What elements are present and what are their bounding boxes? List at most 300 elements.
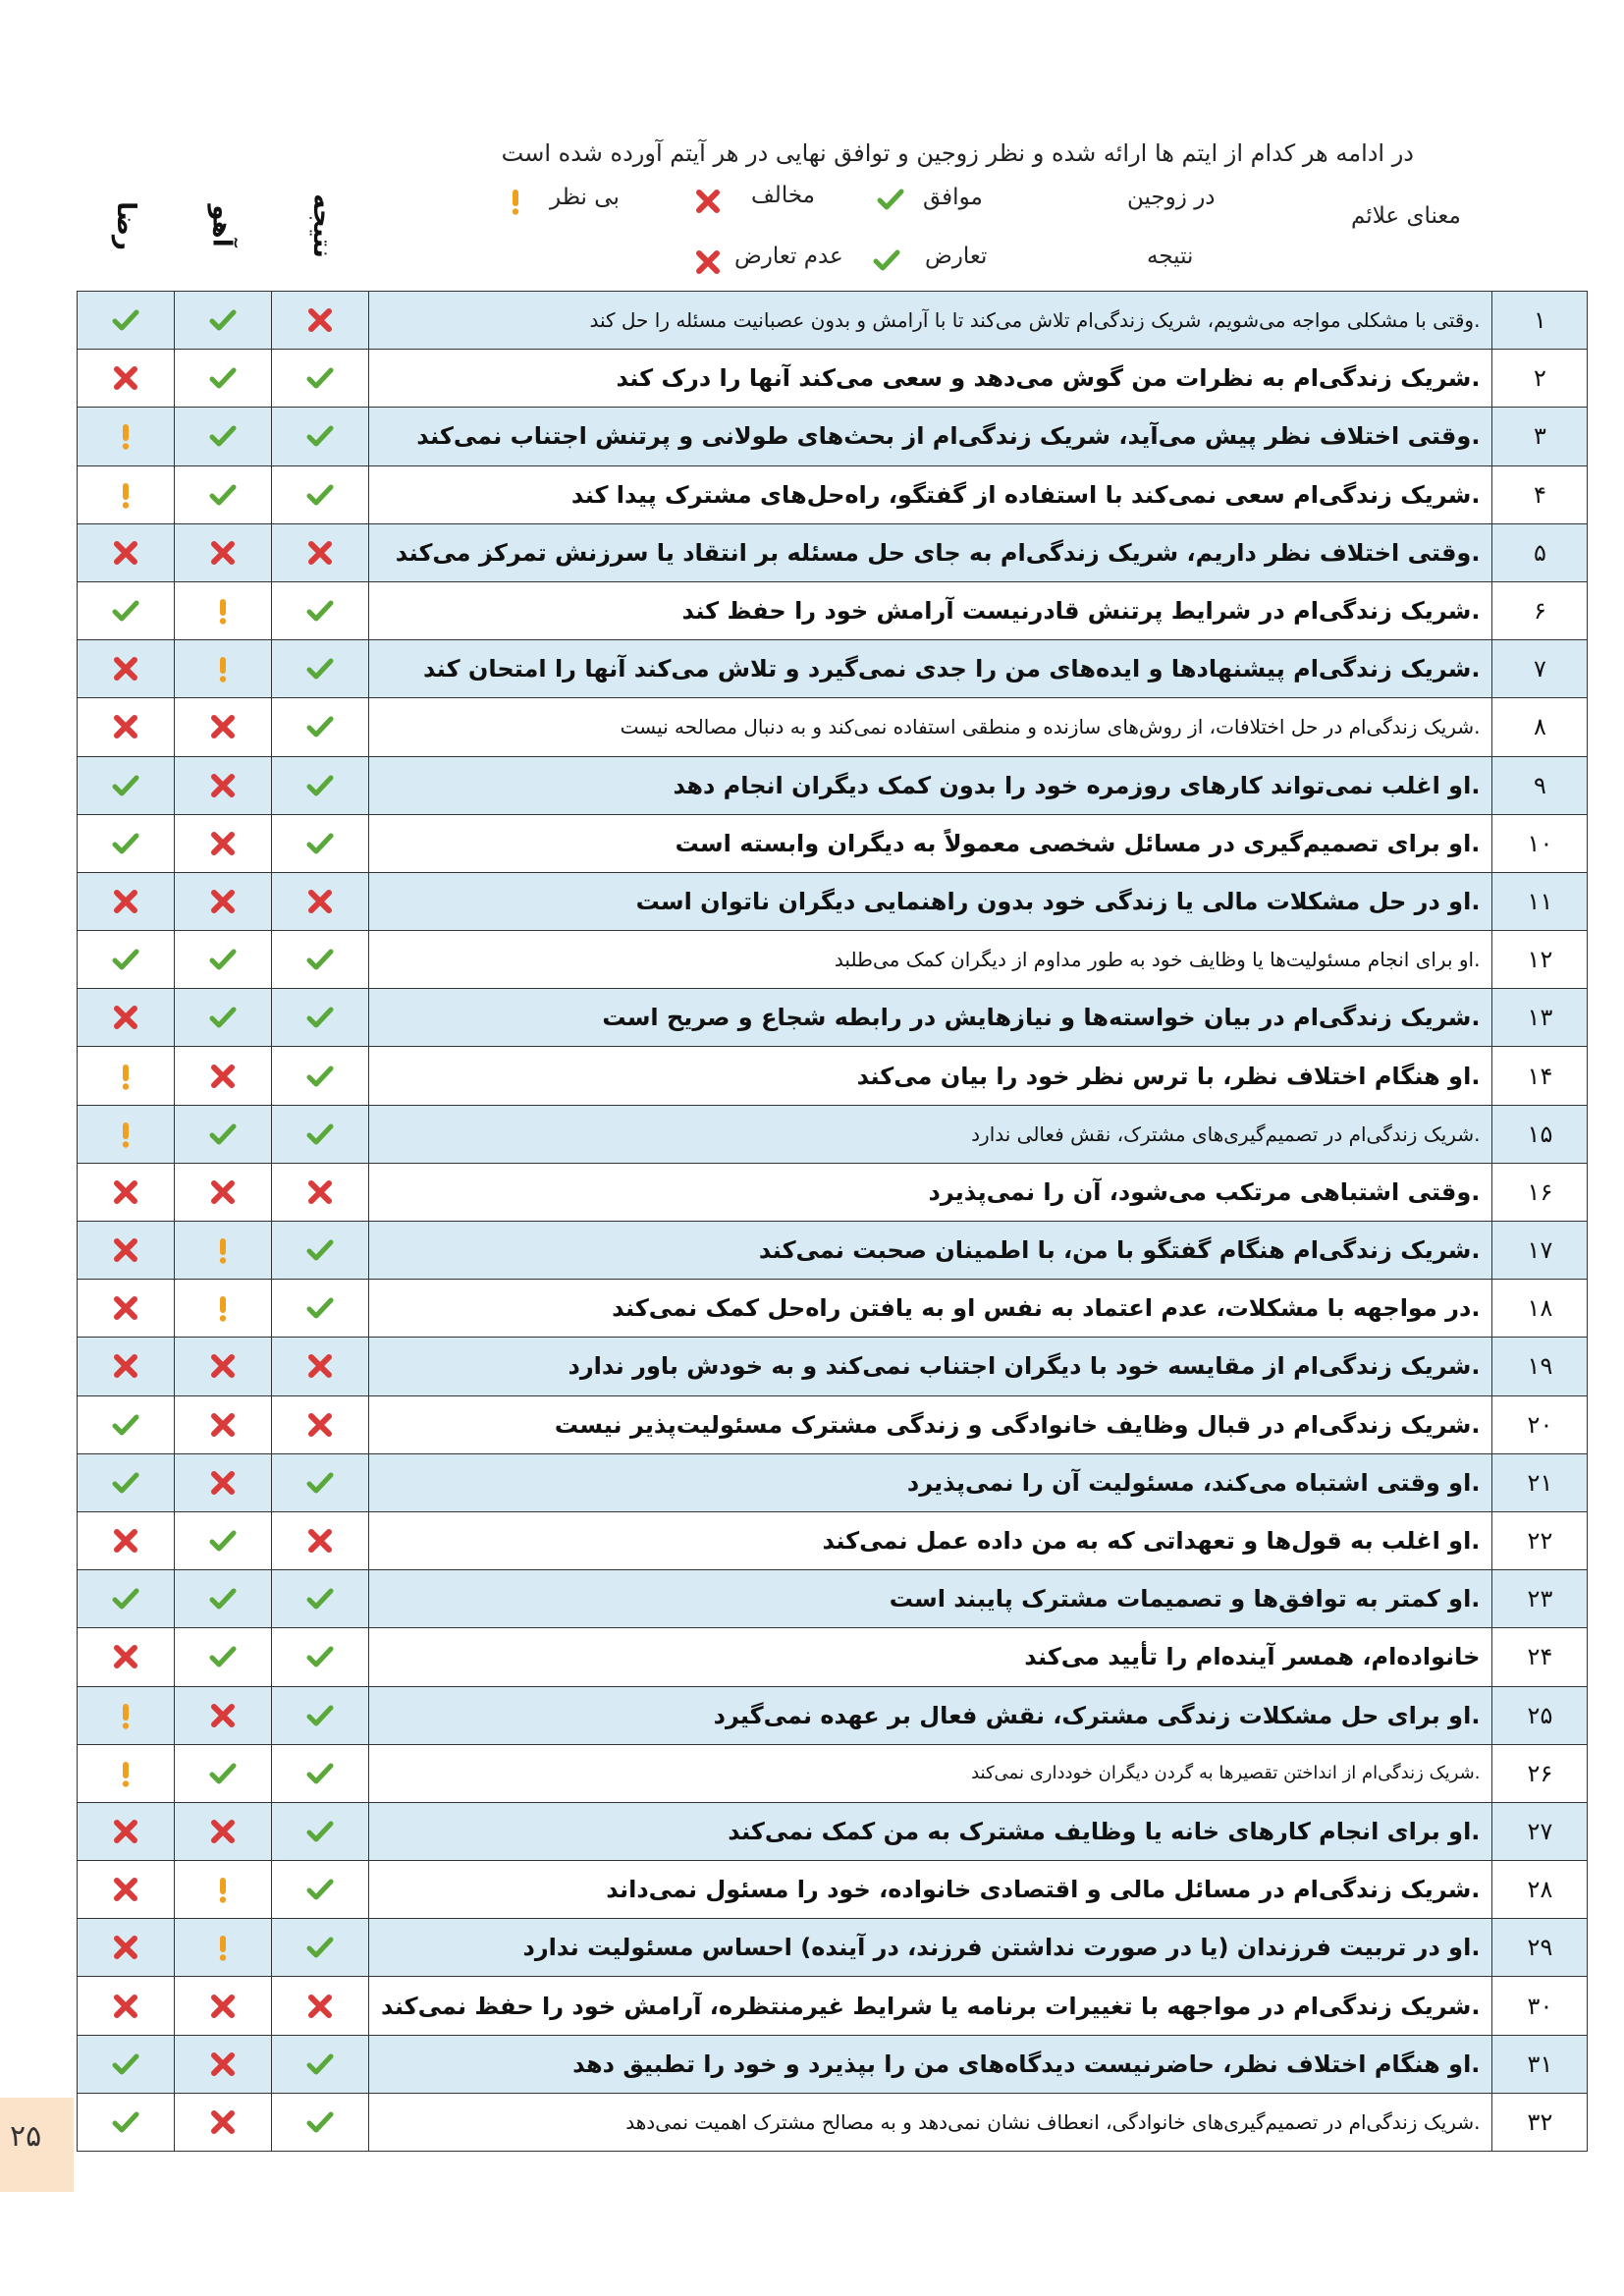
exclamation-icon xyxy=(208,1240,238,1259)
person2-cell xyxy=(175,1163,272,1221)
person1-cell xyxy=(78,1628,175,1686)
person1-cell xyxy=(78,292,175,350)
question-text: .او برای انجام مسئولیت‌ها یا وظایف خود به طور مداوم از دیگران کمک می‌طلبد xyxy=(369,931,1492,989)
page-number: ۲۵ xyxy=(10,2119,42,2154)
exclamation-icon xyxy=(208,659,238,678)
question-text: .شریک زندگی‌ام در تصمیم‌گیری‌های مشترک، نقش فعالی ندارد xyxy=(369,1105,1492,1163)
question-text: .شریک زندگی‌ام در حل اختلافات، از روش‌های سازنده و منطقی استفاده نمی‌کند و به دنبال مصالحه نیست xyxy=(369,698,1492,756)
question-text: .او وقتی اشتباه می‌کند، مسئولیت آن را نمی‌پذیرد xyxy=(369,1453,1492,1511)
question-text: .او در حل مشکلات مالی یا زندگی خود بدون راهنمایی دیگران ناتوان است xyxy=(369,872,1492,930)
questionnaire-table xyxy=(77,291,1588,2152)
table-row xyxy=(78,1222,1588,1280)
check-icon xyxy=(305,484,335,503)
column-header-person1: رضا xyxy=(110,201,140,250)
person2-cell xyxy=(175,989,272,1047)
exclamation-icon xyxy=(111,1066,140,1084)
column-header-person2: آهو xyxy=(207,204,237,247)
check-icon xyxy=(208,1647,238,1666)
row-number: ۸ xyxy=(1492,698,1588,756)
person2-cell xyxy=(175,1861,272,1919)
legend-title: معنای علائم xyxy=(1351,203,1461,229)
exclamation-icon xyxy=(111,426,140,445)
result-cell xyxy=(272,1222,369,1280)
person2-cell xyxy=(175,640,272,698)
result-cell xyxy=(272,1977,369,2035)
row-number: ۱۶ xyxy=(1492,1163,1588,1221)
question-text: .او اغلب به قول‌ها و تعهداتی که به من داده عمل نمی‌کند xyxy=(369,1511,1492,1569)
cross-icon xyxy=(208,1995,238,2014)
person1-cell xyxy=(78,1744,175,1802)
table-row xyxy=(78,350,1588,408)
exclamation-icon xyxy=(208,1298,238,1317)
result-cell xyxy=(272,1280,369,1338)
person2-cell xyxy=(175,1977,272,2035)
person1-cell xyxy=(78,1802,175,1860)
table-row xyxy=(78,1686,1588,1744)
person1-cell xyxy=(78,698,175,756)
result-cell xyxy=(272,814,369,872)
table-row xyxy=(78,408,1588,465)
result-cell xyxy=(272,1047,369,1105)
person1-cell xyxy=(78,1570,175,1628)
result-cell xyxy=(272,350,369,408)
check-icon xyxy=(305,1472,335,1491)
person1-cell xyxy=(78,814,175,872)
check-icon xyxy=(111,833,140,851)
legend-no-opinion-icon xyxy=(501,187,530,216)
person2-cell xyxy=(175,756,272,814)
check-icon xyxy=(305,775,335,793)
person2-cell xyxy=(175,1628,272,1686)
person2-cell xyxy=(175,1919,272,1977)
person1-cell xyxy=(78,931,175,989)
person2-cell xyxy=(175,814,272,872)
cross-icon xyxy=(208,833,238,851)
person2-cell xyxy=(175,698,272,756)
row-number: ۲۴ xyxy=(1492,1628,1588,1686)
person1-cell xyxy=(78,581,175,639)
result-cell xyxy=(272,1861,369,1919)
legend-conflict-icon xyxy=(872,246,901,275)
question-text: خانواده‌ام، همسر آینده‌ام را تأیید می‌کند xyxy=(369,1628,1492,1686)
check-icon xyxy=(305,950,335,968)
person1-cell xyxy=(78,640,175,698)
row-number: ۱۹ xyxy=(1492,1338,1588,1395)
row-number: ۴ xyxy=(1492,465,1588,523)
row-number: ۲۶ xyxy=(1492,1744,1588,1802)
table-row xyxy=(78,1163,1588,1221)
question-text: .او برای حل مشکلات زندگی مشترک، نقش فعال بر عهده نمی‌گیرد xyxy=(369,1686,1492,1744)
cross-icon xyxy=(208,1356,238,1375)
row-number: ۱۳ xyxy=(1492,989,1588,1047)
row-number: ۲۸ xyxy=(1492,1861,1588,1919)
person2-cell xyxy=(175,2093,272,2151)
check-icon xyxy=(305,1763,335,1781)
person2-cell xyxy=(175,350,272,408)
check-icon xyxy=(305,659,335,678)
question-text: .او هنگام اختلاف نظر، حاضرنیست دیدگاه‌های من را بپذیرد و خود را تطبیق دهد xyxy=(369,2035,1492,2093)
cross-icon xyxy=(111,1356,140,1375)
question-text: .شریک زندگی‌ام از انداختن تقصیرها به گردن دیگران خودداری نمی‌کند xyxy=(369,1744,1492,1802)
row-number: ۲۰ xyxy=(1492,1395,1588,1453)
table-row xyxy=(78,814,1588,872)
intro-text: در ادامه هر کدام از ایتم ها ارائه شده و نظر زوجین و توافق نهایی در هر آیتم آورده شده است xyxy=(501,139,1414,167)
row-number: ۵ xyxy=(1492,523,1588,581)
question-text: .شریک زندگی‌ام هنگام گفتگو با من، با اطمینان صحبت نمی‌کند xyxy=(369,1222,1492,1280)
cross-icon xyxy=(111,1240,140,1259)
result-cell xyxy=(272,465,369,523)
question-text: .او اغلب نمی‌تواند کارهای روزمره خود را بدون کمک دیگران انجام دهد xyxy=(369,756,1492,814)
row-number: ۳۱ xyxy=(1492,2035,1588,2093)
cross-icon xyxy=(208,1066,238,1084)
table-row xyxy=(78,1453,1588,1511)
cross-icon xyxy=(111,717,140,736)
row-number: ۱۵ xyxy=(1492,1105,1588,1163)
person1-cell xyxy=(78,756,175,814)
result-cell xyxy=(272,1453,369,1511)
cross-icon xyxy=(208,2111,238,2130)
table-row xyxy=(78,1395,1588,1453)
person1-cell xyxy=(78,1977,175,2035)
cross-icon xyxy=(111,368,140,387)
table-row xyxy=(78,523,1588,581)
person1-cell xyxy=(78,2093,175,2151)
check-icon xyxy=(305,426,335,445)
cross-icon xyxy=(111,1298,140,1317)
question-text: .وقتی اشتباهی مرتکب می‌شود، آن را نمی‌پذیرد xyxy=(369,1163,1492,1221)
person1-cell xyxy=(78,2035,175,2093)
result-cell xyxy=(272,1744,369,1802)
person2-cell xyxy=(175,581,272,639)
row-number: ۱۸ xyxy=(1492,1280,1588,1338)
result-cell xyxy=(272,2093,369,2151)
person2-cell xyxy=(175,931,272,989)
check-icon xyxy=(111,1472,140,1491)
check-icon xyxy=(305,1880,335,1898)
check-icon xyxy=(305,1938,335,1956)
cross-icon xyxy=(305,1181,335,1200)
question-text: .او هنگام اختلاف نظر، با ترس نظر خود را بیان می‌کند xyxy=(369,1047,1492,1105)
cross-icon xyxy=(208,1821,238,1839)
check-icon xyxy=(305,2053,335,2072)
person2-cell xyxy=(175,1222,272,1280)
check-icon xyxy=(208,1763,238,1781)
check-icon xyxy=(208,484,238,503)
row-number: ۳۲ xyxy=(1492,2093,1588,2151)
exclamation-icon xyxy=(208,601,238,620)
row-number: ۲۳ xyxy=(1492,1570,1588,1628)
check-icon xyxy=(305,1705,335,1723)
person2-cell xyxy=(175,1511,272,1569)
check-icon xyxy=(111,1414,140,1433)
exclamation-icon xyxy=(208,1938,238,1956)
person1-cell xyxy=(78,523,175,581)
person1-cell xyxy=(78,1511,175,1569)
check-icon xyxy=(208,1531,238,1550)
question-text: .او کمتر به توافق‌ها و تصمیمات مشترک پایبند است xyxy=(369,1570,1492,1628)
check-icon xyxy=(208,310,238,329)
question-text: .وقتی اختلاف نظر داریم، شریک زندگی‌ام به جای حل مسئله بر انتقاد یا سرزنش تمرکز می‌کند xyxy=(369,523,1492,581)
table-row xyxy=(78,581,1588,639)
person2-cell xyxy=(175,1570,272,1628)
cross-icon xyxy=(111,1938,140,1956)
check-icon xyxy=(305,833,335,851)
person1-cell xyxy=(78,1453,175,1511)
check-icon xyxy=(208,950,238,968)
result-cell xyxy=(272,1570,369,1628)
question-text: .شریک زندگی‌ام در بیان خواسته‌ها و نیازهایش در رابطه شجاع و صریح است xyxy=(369,989,1492,1047)
table-row xyxy=(78,640,1588,698)
check-icon xyxy=(111,1589,140,1608)
cross-icon xyxy=(305,1995,335,2014)
legend-result-label: نتیجه xyxy=(1147,244,1194,269)
row-number: ۷ xyxy=(1492,640,1588,698)
cross-icon xyxy=(305,310,335,329)
result-cell xyxy=(272,698,369,756)
row-number: ۳ xyxy=(1492,408,1588,465)
person1-cell xyxy=(78,1686,175,1744)
person2-cell xyxy=(175,2035,272,2093)
person1-cell xyxy=(78,465,175,523)
person2-cell xyxy=(175,1105,272,1163)
question-text: .شریک زندگی‌ام سعی نمی‌کند با استفاده از گفتگو، راه‌حل‌های مشترک پیدا کند xyxy=(369,465,1492,523)
result-cell xyxy=(272,931,369,989)
legend-no-conflict-icon xyxy=(693,247,723,277)
result-cell xyxy=(272,756,369,814)
cross-icon xyxy=(208,1181,238,1200)
legend-no-opinion-label: بی نظر xyxy=(550,185,620,210)
check-icon xyxy=(208,1589,238,1608)
check-icon xyxy=(305,1008,335,1026)
cross-icon xyxy=(111,1995,140,2014)
table-row xyxy=(78,756,1588,814)
row-number: ۱۲ xyxy=(1492,931,1588,989)
table-row xyxy=(78,2035,1588,2093)
check-icon xyxy=(208,1008,238,1026)
check-icon xyxy=(208,368,238,387)
person1-cell xyxy=(78,1861,175,1919)
table-row xyxy=(78,1919,1588,1977)
exclamation-icon xyxy=(111,1705,140,1723)
table-row xyxy=(78,872,1588,930)
check-icon xyxy=(305,2111,335,2130)
row-number: ۲۹ xyxy=(1492,1919,1588,1977)
table-row xyxy=(78,1570,1588,1628)
check-icon xyxy=(305,1821,335,1839)
person2-cell xyxy=(175,523,272,581)
question-text: .شریک زندگی‌ام در قبال وظایف خانوادگی و زندگی مشترک مسئولیت‌پذیر نیست xyxy=(369,1395,1492,1453)
person2-cell xyxy=(175,1047,272,1105)
result-cell xyxy=(272,1105,369,1163)
check-icon xyxy=(111,2111,140,2130)
person1-cell xyxy=(78,408,175,465)
cross-icon xyxy=(111,1821,140,1839)
person2-cell xyxy=(175,872,272,930)
cross-icon xyxy=(111,1531,140,1550)
cross-icon xyxy=(305,1356,335,1375)
person1-cell xyxy=(78,1047,175,1105)
person1-cell xyxy=(78,350,175,408)
person1-cell xyxy=(78,1105,175,1163)
check-icon xyxy=(208,426,238,445)
table-row xyxy=(78,1802,1588,1860)
check-icon xyxy=(111,950,140,968)
legend-spouses-label: در زوجین xyxy=(1127,185,1216,210)
person1-cell xyxy=(78,872,175,930)
check-icon xyxy=(111,310,140,329)
check-icon xyxy=(111,775,140,793)
person2-cell xyxy=(175,408,272,465)
question-text: .شریک زندگی‌ام در مسائل مالی و اقتصادی خانواده، خود را مسئول نمی‌داند xyxy=(369,1861,1492,1919)
cross-icon xyxy=(208,775,238,793)
result-cell xyxy=(272,408,369,465)
question-text: .شریک زندگی‌ام پیشنهادها و ایده‌های من را جدی نمی‌گیرد و تلاش می‌کند آنها را امتحان کند xyxy=(369,640,1492,698)
cross-icon xyxy=(111,1008,140,1026)
table-row xyxy=(78,698,1588,756)
row-number: ۱ xyxy=(1492,292,1588,350)
result-cell xyxy=(272,1802,369,1860)
result-cell xyxy=(272,1686,369,1744)
cross-icon xyxy=(305,1531,335,1550)
exclamation-icon xyxy=(111,484,140,503)
check-icon xyxy=(305,1240,335,1259)
result-cell xyxy=(272,1163,369,1221)
cross-icon xyxy=(208,1472,238,1491)
person2-cell xyxy=(175,1280,272,1338)
row-number: ۶ xyxy=(1492,581,1588,639)
person1-cell xyxy=(78,989,175,1047)
person2-cell xyxy=(175,1453,272,1511)
row-number: ۱۱ xyxy=(1492,872,1588,930)
table-row xyxy=(78,931,1588,989)
row-number: ۲ xyxy=(1492,350,1588,408)
exclamation-icon xyxy=(111,1123,140,1142)
result-cell xyxy=(272,989,369,1047)
person2-cell xyxy=(175,292,272,350)
result-cell xyxy=(272,640,369,698)
result-cell xyxy=(272,1628,369,1686)
person1-cell xyxy=(78,1395,175,1453)
question-text: .شریک زندگی‌ام در مواجهه با تغییرات برنامه یا شرایط غیرمنتظره، آرامش خود را حفظ نمی‌کند xyxy=(369,1977,1492,2035)
question-text: .شریک زندگی‌ام در تصمیم‌گیری‌های خانوادگی، انعطاف نشان نمی‌دهد و به مصالح مشترک اهمیت نمی‌دهد xyxy=(369,2093,1492,2151)
cross-icon xyxy=(208,717,238,736)
row-number: ۱۴ xyxy=(1492,1047,1588,1105)
check-icon xyxy=(305,1123,335,1142)
check-icon xyxy=(305,1589,335,1608)
check-icon xyxy=(305,1647,335,1666)
cross-icon xyxy=(208,2053,238,2072)
legend-disagree-label: مخالف xyxy=(751,183,815,208)
result-cell xyxy=(272,1511,369,1569)
cross-icon xyxy=(111,542,140,561)
result-cell xyxy=(272,292,369,350)
column-header-result: نتیجه xyxy=(307,193,337,258)
table-row xyxy=(78,1338,1588,1395)
result-cell xyxy=(272,523,369,581)
check-icon xyxy=(305,1066,335,1084)
legend-agree-icon xyxy=(876,185,905,214)
question-text: .وقتی اختلاف نظر پیش می‌آید، شریک زندگی‌ام از بحث‌های طولانی و پرتنش اجتناب نمی‌کند xyxy=(369,408,1492,465)
person1-cell xyxy=(78,1338,175,1395)
check-icon xyxy=(111,601,140,620)
result-cell xyxy=(272,581,369,639)
row-number: ۱۷ xyxy=(1492,1222,1588,1280)
result-cell xyxy=(272,1338,369,1395)
row-number: ۹ xyxy=(1492,756,1588,814)
cross-icon xyxy=(208,1705,238,1723)
person2-cell xyxy=(175,465,272,523)
person1-cell xyxy=(78,1222,175,1280)
result-cell xyxy=(272,1395,369,1453)
person2-cell xyxy=(175,1802,272,1860)
exclamation-icon xyxy=(111,1763,140,1781)
table-row xyxy=(78,1105,1588,1163)
check-icon xyxy=(305,717,335,736)
table-row xyxy=(78,1744,1588,1802)
person2-cell xyxy=(175,1338,272,1395)
check-icon xyxy=(305,368,335,387)
person2-cell xyxy=(175,1395,272,1453)
cross-icon xyxy=(111,891,140,909)
person1-cell xyxy=(78,1919,175,1977)
table-row xyxy=(78,1861,1588,1919)
row-number: ۲۱ xyxy=(1492,1453,1588,1511)
question-text: .او برای تصمیم‌گیری در مسائل شخصی معمولاً به دیگران وابسته است xyxy=(369,814,1492,872)
person1-cell xyxy=(78,1280,175,1338)
question-text: .وقتی با مشکلی مواجه می‌شویم، شریک زندگی‌ام تلاش می‌کند تا با آرامش و بدون عصبانیت مسئله را حل کند xyxy=(369,292,1492,350)
table-row xyxy=(78,989,1588,1047)
cross-icon xyxy=(208,1414,238,1433)
table-row xyxy=(78,1511,1588,1569)
table-row xyxy=(78,1280,1588,1338)
check-icon xyxy=(208,1123,238,1142)
cross-icon xyxy=(111,1181,140,1200)
table-row xyxy=(78,1047,1588,1105)
cross-icon xyxy=(305,891,335,909)
person2-cell xyxy=(175,1686,272,1744)
check-icon xyxy=(305,601,335,620)
table-row xyxy=(78,1977,1588,2035)
table-row xyxy=(78,465,1588,523)
question-text: .در مواجهه با مشکلات، عدم اعتماد به نفس او به یافتن راه‌حل کمک نمی‌کند xyxy=(369,1280,1492,1338)
table-row xyxy=(78,1628,1588,1686)
row-number: ۲۲ xyxy=(1492,1511,1588,1569)
person1-cell xyxy=(78,1163,175,1221)
question-text: .شریک زندگی‌ام از مقایسه خود با دیگران اجتناب نمی‌کند و به خودش باور ندارد xyxy=(369,1338,1492,1395)
row-number: ۱۰ xyxy=(1492,814,1588,872)
table-row xyxy=(78,292,1588,350)
cross-icon xyxy=(305,1414,335,1433)
cross-icon xyxy=(208,891,238,909)
cross-icon xyxy=(111,1880,140,1898)
table-row xyxy=(78,2093,1588,2151)
result-cell xyxy=(272,872,369,930)
cross-icon xyxy=(305,542,335,561)
result-cell xyxy=(272,2035,369,2093)
question-text: .شریک زندگی‌ام به نظرات من گوش می‌دهد و سعی می‌کند آنها را درک کند xyxy=(369,350,1492,408)
person2-cell xyxy=(175,1744,272,1802)
cross-icon xyxy=(208,542,238,561)
row-number: ۲۵ xyxy=(1492,1686,1588,1744)
question-text: .او در تربیت فرزندان (یا در صورت نداشتن فرزند، در آینده) احساس مسئولیت ندارد xyxy=(369,1919,1492,1977)
check-icon xyxy=(305,1298,335,1317)
legend-conflict-label: تعارض xyxy=(925,244,988,269)
row-number: ۳۰ xyxy=(1492,1977,1588,2035)
cross-icon xyxy=(111,1647,140,1666)
legend-no-conflict-label: عدم تعارض xyxy=(734,244,843,269)
result-cell xyxy=(272,1919,369,1977)
row-number: ۲۷ xyxy=(1492,1802,1588,1860)
